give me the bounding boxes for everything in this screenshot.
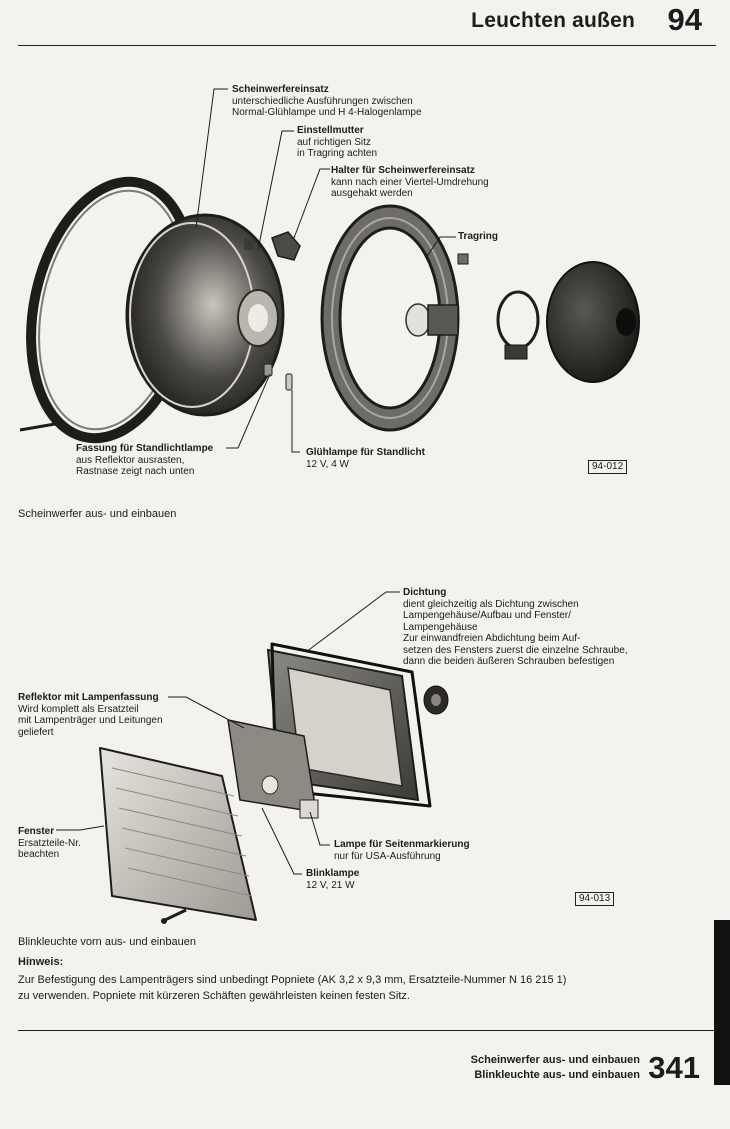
chapter-number: 94 [667, 2, 702, 37]
note-heading: Hinweis: [18, 956, 64, 968]
figure-id-94-012: 94-012 [588, 460, 627, 474]
label-fassung: Fassung für Standlichtlampe aus Reflektor ausrasten, Rastnase zeigt nach unten [76, 443, 214, 477]
figure2-caption: Blinkleuchte vorn aus- und einbauen [18, 936, 196, 948]
turn-signal-exploded-drawing [100, 644, 448, 924]
label-fenster: Fenster Ersatzteile-Nr. beachten [18, 826, 81, 860]
label-halter: Halter für Scheinwerfereinsatz kann nach einer Viertel-Umdrehung ausgehakt werden [331, 165, 489, 199]
page-number: 341 [648, 1050, 700, 1085]
label-seitenmarkierung: Lampe für Seitenmarkierung nur für USA-Ausführung [334, 839, 470, 862]
note-line-1: Zur Befestigung des Lampenträgers sind unbedingt Popniete (AK 3,2 x 9,3 mm, Ersatzteile-Nummer N 16 215 1) [18, 974, 567, 986]
label-reflektor: Reflektor mit Lampenfassung Wird komplett als Ersatzteil mit Lampenträger und Leitungen geliefert [18, 692, 163, 738]
footer-divider [18, 1030, 716, 1031]
footer-topic-1: Scheinwerfer aus- und einbauen [470, 1054, 640, 1066]
chapter-tab-marker [714, 920, 730, 1085]
label-einstellmutter: Einstellmutter auf richtigen Sitz in Tragring achten [297, 125, 378, 159]
chapter-title: Leuchten außen [471, 9, 635, 32]
label-gluehlampe: Glühlampe für Standlicht 12 V, 4 W [306, 447, 425, 470]
label-dichtung: Dichtung dient gleichzeitig als Dichtung zwischen Lampengehäuse/Aufbau und Fenster/ Lampengehäuse Zur einwandfreien Abdichtung beim Auf- setzen des Fensters zuerst die einzelne Schraube, dann die beiden äußeren Schrauben befestigen [403, 587, 628, 667]
label-scheinwerfereinsatz: Scheinwerfereinsatz unterschiedliche Ausführungen zwischen Normal-Glühlampe und H 4-Halogenlampe [232, 84, 422, 118]
figure1-caption: Scheinwerfer aus- und einbauen [18, 508, 177, 520]
headlight-exploded-drawing [9, 167, 639, 454]
figure-id-94-013: 94-013 [575, 892, 614, 906]
label-blinklampe: Blinklampe 12 V, 21 W [306, 868, 360, 891]
label-tragring: Tragring [458, 231, 499, 242]
footer-topic-2: Blinkleuchte aus- und einbauen [474, 1069, 640, 1081]
note-line-2: zu verwenden. Popniete mit kürzeren Schäften gewährleisten keinen festen Sitz. [18, 990, 410, 1002]
